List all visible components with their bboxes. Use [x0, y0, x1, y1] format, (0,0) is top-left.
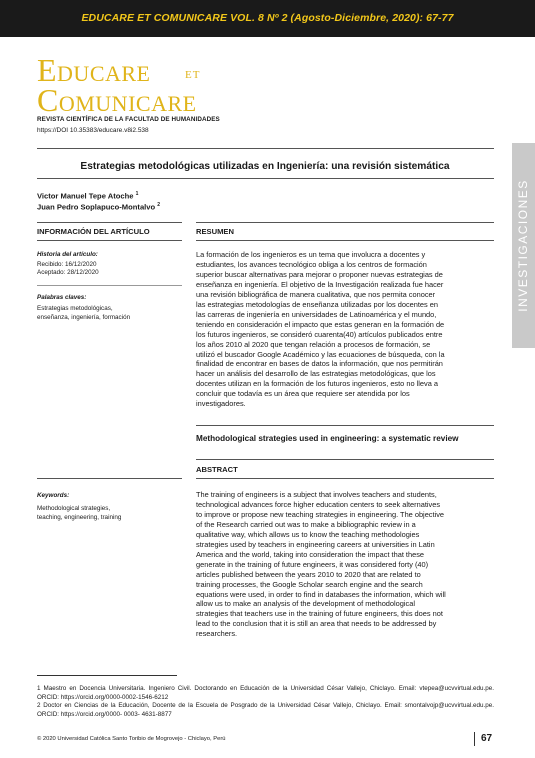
keywords-en-label: Keywords:	[37, 492, 70, 499]
divider	[37, 148, 494, 149]
doi-link[interactable]: https://DOI 10.35383/educare.v8i2.538	[37, 127, 149, 134]
divider	[37, 478, 182, 479]
divider	[196, 459, 494, 460]
info-heading: INFORMACIÓN DEL ARTÍCULO	[37, 227, 150, 236]
history-label: Historia del artículo:	[37, 251, 98, 258]
divider	[37, 240, 182, 241]
received-date: Recibido: 16/12/2020	[37, 261, 97, 268]
footer-copyright: © 2020 Universidad Católica Santo Toribio de Mogrovejo - Chiclayo, Perú	[37, 736, 226, 742]
page-number: 67	[481, 733, 493, 744]
accepted-date: Aceptado: 28/12/2020	[37, 269, 99, 276]
logo-line-1: EDUCARE	[37, 52, 151, 88]
article-title: Estrategias metodológicas utilizadas en Ingeniería: una revisión sistemática	[80, 161, 450, 172]
divider	[196, 222, 494, 223]
journal-header-bar	[0, 0, 535, 37]
resumen-body: La formación de los ingenieros es un tema que involucra a docentes y estudiantes, los avances tecnológico obliga a los centros de formación superior buscar alternativas para mejorar o proponer nuevas estrategias de enseñanza en ingeniería. El objetivo de la Investigación realizada fue hacer una revisión bibliográfica de manera cualitativa, que nos permita conocer las estrategias metodologías de enseñanza utilizadas por los docentes en las carreras de ingeniería en universidades de Latinoamérica y el mundo, teniendo en consideración el impacto que estas generan en la formación de los futuros ingenieros, se consideró cuarenta(40) artículos publicados entre los años 2010 al 2020 que tengan relación a procesos de formación, se utilizó el buscador Google Académico y las ecuaciones de búsqueda, con la finalidad de encontrar en bases de datos la información, que nos permitirán hacer un análisis del desarrollo de las estrategias metodológicas, que los docentes utilizan en la formación de los futuros ingenieros, esto no lleva a concluir que todavía es un área que requiere ser atendida por los investigadores.	[196, 250, 445, 409]
resumen-heading: RESUMEN	[196, 227, 234, 236]
journal-header-text: EDUCARE ET COMUNICARE VOL. 8 Nº 2 (Agosto-Diciembre, 2020): 67-77	[81, 12, 454, 24]
english-title: Methodological strategies used in engineering: a systematic review	[196, 434, 459, 443]
journal-subtitle: REVISTA CIENTÍFICA DE LA FACULTAD DE HUMANIDADES	[37, 116, 220, 123]
author-2: Juan Pedro Soplapuco-Montalvo $^2$	[37, 202, 161, 212]
keywords-line: Estrategias metodológicas,	[37, 305, 113, 312]
keywords-label: Palabras claves:	[37, 294, 87, 301]
abstract-body: The training of engineers is a subject that involves teachers and students, technological advances force higher education centers to seek alternatives to improve or propose new teaching strategies in engineering. The objective of the Research carried out was to make a bibliographic review in a qualitative way, which allows us to know the teaching methodologies strategies used by teachers in engineering careers at universities in Latin America and the world, taking into consideration the impact that these generate in the training of future engineers, it was considered forty (40) articles published between the years 2010 to 2020 that are related to training processes, the Google Scholar search engine and the search equations were used, in order to find in databases the information, which will allow us to make an analysis of the development of methodological strategies that teachers use in the training of future engineers, this does not lead to the conclusion that it is still an area that needs to be addressed by researchers.	[196, 490, 446, 639]
logo-et: ET	[185, 69, 201, 81]
abstract-heading: ABSTRACT	[196, 465, 238, 474]
footnotes	[37, 685, 494, 720]
footnote-divider	[37, 675, 177, 676]
keywords-line: enseñanza, ingeniería, formación	[37, 314, 131, 321]
footnote-1: 1 Maestro en Docencia Universitaria. Ingeniero Civil. Doctorando en Educación de la Universidad César Vallejo, Chiclayo. Email: vtepea@ucvvirtual.edu.pe. ORCID: https://orcid.org/0000-0002-1546-6212	[37, 685, 494, 701]
divider	[196, 240, 494, 241]
logo-line-2: COMUNICARE	[37, 82, 197, 118]
keywords-en-line: Methodological strategies,	[37, 505, 111, 512]
section-side-tab	[512, 143, 535, 348]
divider	[37, 178, 494, 179]
footer-divider	[474, 732, 475, 746]
divider	[37, 222, 182, 223]
keywords-en-line: teaching, engineering, training	[37, 514, 122, 521]
footnote-2: 2 Doctor en Ciencias de la Educación, Docente de la Escuela de Posgrado de la Universidad César Vallejo, Chiclayo. Email: smontalvojp@ucvvirtual.edu.pe. ORCID: https://orcid.org/0000- 0003- 4631-8877	[37, 702, 494, 719]
author-1: Victor Manuel Tepe Atoche $^1$	[37, 191, 139, 201]
divider	[196, 425, 494, 426]
divider	[196, 478, 494, 479]
side-tab-label: INVESTIGACIONES	[516, 179, 530, 312]
divider	[37, 285, 182, 286]
